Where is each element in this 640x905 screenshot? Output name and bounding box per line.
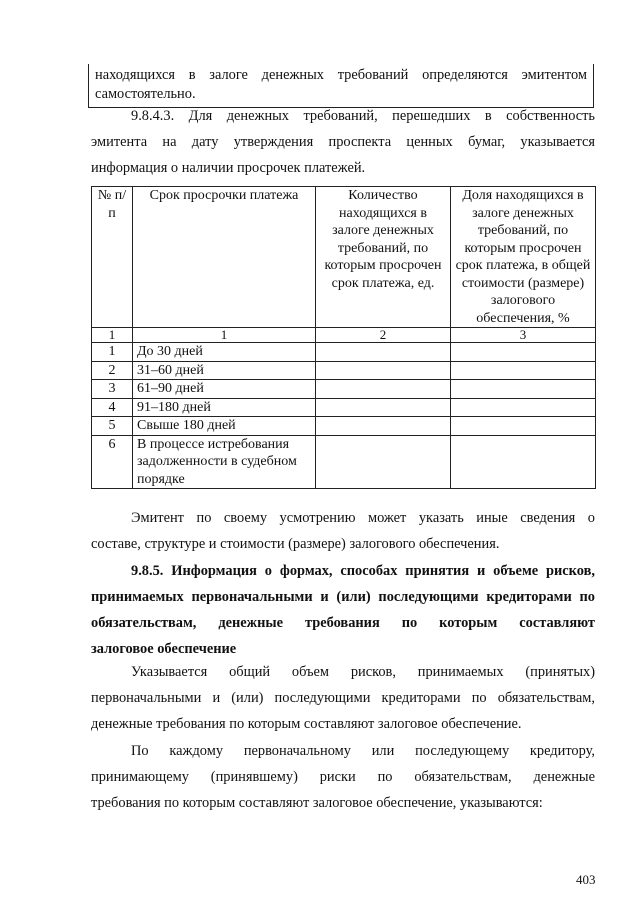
paragraph-line: По каждому первоначальному или последующему кредитору, — [131, 743, 595, 759]
row-number-cell: 3 — [92, 380, 133, 399]
row-number-cell: 6 — [92, 435, 133, 489]
row-number-cell: 5 — [92, 417, 133, 436]
share-cell — [451, 380, 596, 399]
continued-text-line: находящихся в залоге денежных требований определяются эмитентом — [95, 67, 587, 83]
paragraph-line: эмитента на дату утверждения проспекта ценных бумаг, указывается — [91, 134, 595, 150]
share-cell — [451, 417, 596, 436]
heading-line: 9.8.5. Информация о формах, способах принятия и объеме рисков, — [131, 563, 595, 579]
paragraph-each-creditor — [91, 738, 595, 816]
header-cell-count: Количество находящихся в залоге денежных требований, по которым просрочен срок платежа, ед. — [316, 187, 451, 328]
table-row — [92, 380, 596, 399]
header-cell-period: Срок просрочки платежа — [133, 187, 316, 328]
share-cell — [451, 361, 596, 380]
column-numbers-row — [92, 328, 596, 343]
period-cell: Свыше 180 дней — [133, 417, 316, 436]
heading-line: принимаемых первоначальными и (или) последующими кредиторами по — [91, 589, 595, 605]
header-cell-number: № п/п — [92, 187, 133, 328]
overdue-payments-table — [91, 186, 596, 489]
table-row — [92, 343, 596, 362]
paragraph-line: 9.8.4.3. Для денежных требований, перешедших в собственность — [131, 108, 595, 124]
period-cell: В процессе истребования задолженности в судебном порядке — [133, 435, 316, 489]
count-cell — [316, 398, 451, 417]
count-cell — [316, 361, 451, 380]
count-cell — [316, 380, 451, 399]
row-number-cell: 4 — [92, 398, 133, 417]
table-row — [92, 417, 596, 436]
continued-text-line: самостоятельно. — [95, 86, 196, 102]
paragraph-line: Указывается общий объем рисков, принимаемых (принятых) — [131, 664, 595, 680]
table-row — [92, 398, 596, 417]
paragraph-9-8-4-3 — [91, 103, 595, 181]
row-number-cell: 2 — [92, 361, 133, 380]
period-cell: 31–60 дней — [133, 361, 316, 380]
column-number-cell: 2 — [316, 328, 451, 343]
paragraph-line: первоначальными и (или) последующими кредиторами по обязательствам, — [91, 690, 595, 706]
paragraph-line: принимающему (принявшему) риски по обязательствам, денежные — [91, 769, 595, 785]
period-cell: 91–180 дней — [133, 398, 316, 417]
heading-line: залоговое обеспечение — [91, 641, 237, 657]
paragraph-line: составе, структуре и стоимости (размере) залогового обеспечения. — [91, 536, 500, 552]
share-cell — [451, 398, 596, 417]
section-heading-9-8-5 — [91, 558, 595, 662]
share-cell — [451, 343, 596, 362]
count-cell — [316, 435, 451, 489]
paragraph-line: требования по которым составляют залоговое обеспечение, указываются: — [91, 795, 543, 811]
continued-table-cell — [88, 64, 594, 108]
period-cell: 61–90 дней — [133, 380, 316, 399]
period-cell: До 30 дней — [133, 343, 316, 362]
count-cell — [316, 343, 451, 362]
paragraph-issuer-discretion — [91, 505, 595, 557]
header-cell-share: Доля находящихся в залоге денежных требований, по которым просрочен срок платежа, в общей стоимости (размере) залогового обеспечения, % — [451, 187, 596, 328]
share-cell — [451, 435, 596, 489]
table-row — [92, 361, 596, 380]
paragraph-total-risks — [91, 659, 595, 737]
paragraph-line: денежные требования по которым составляют залоговое обеспечение. — [91, 716, 522, 732]
page-number: 403 — [576, 872, 596, 887]
row-number-cell: 1 — [92, 343, 133, 362]
table-row — [92, 435, 596, 489]
table-header-row — [92, 187, 596, 328]
paragraph-line: Эмитент по своему усмотрению может указать иные сведения о — [131, 510, 595, 526]
column-number-cell: 1 — [133, 328, 316, 343]
column-number-cell: 1 — [92, 328, 133, 343]
heading-line: обязательствам, денежные требования по которым составляют — [91, 615, 595, 631]
paragraph-line: информация о наличии просрочек платежей. — [91, 160, 366, 176]
count-cell — [316, 417, 451, 436]
column-number-cell: 3 — [451, 328, 596, 343]
